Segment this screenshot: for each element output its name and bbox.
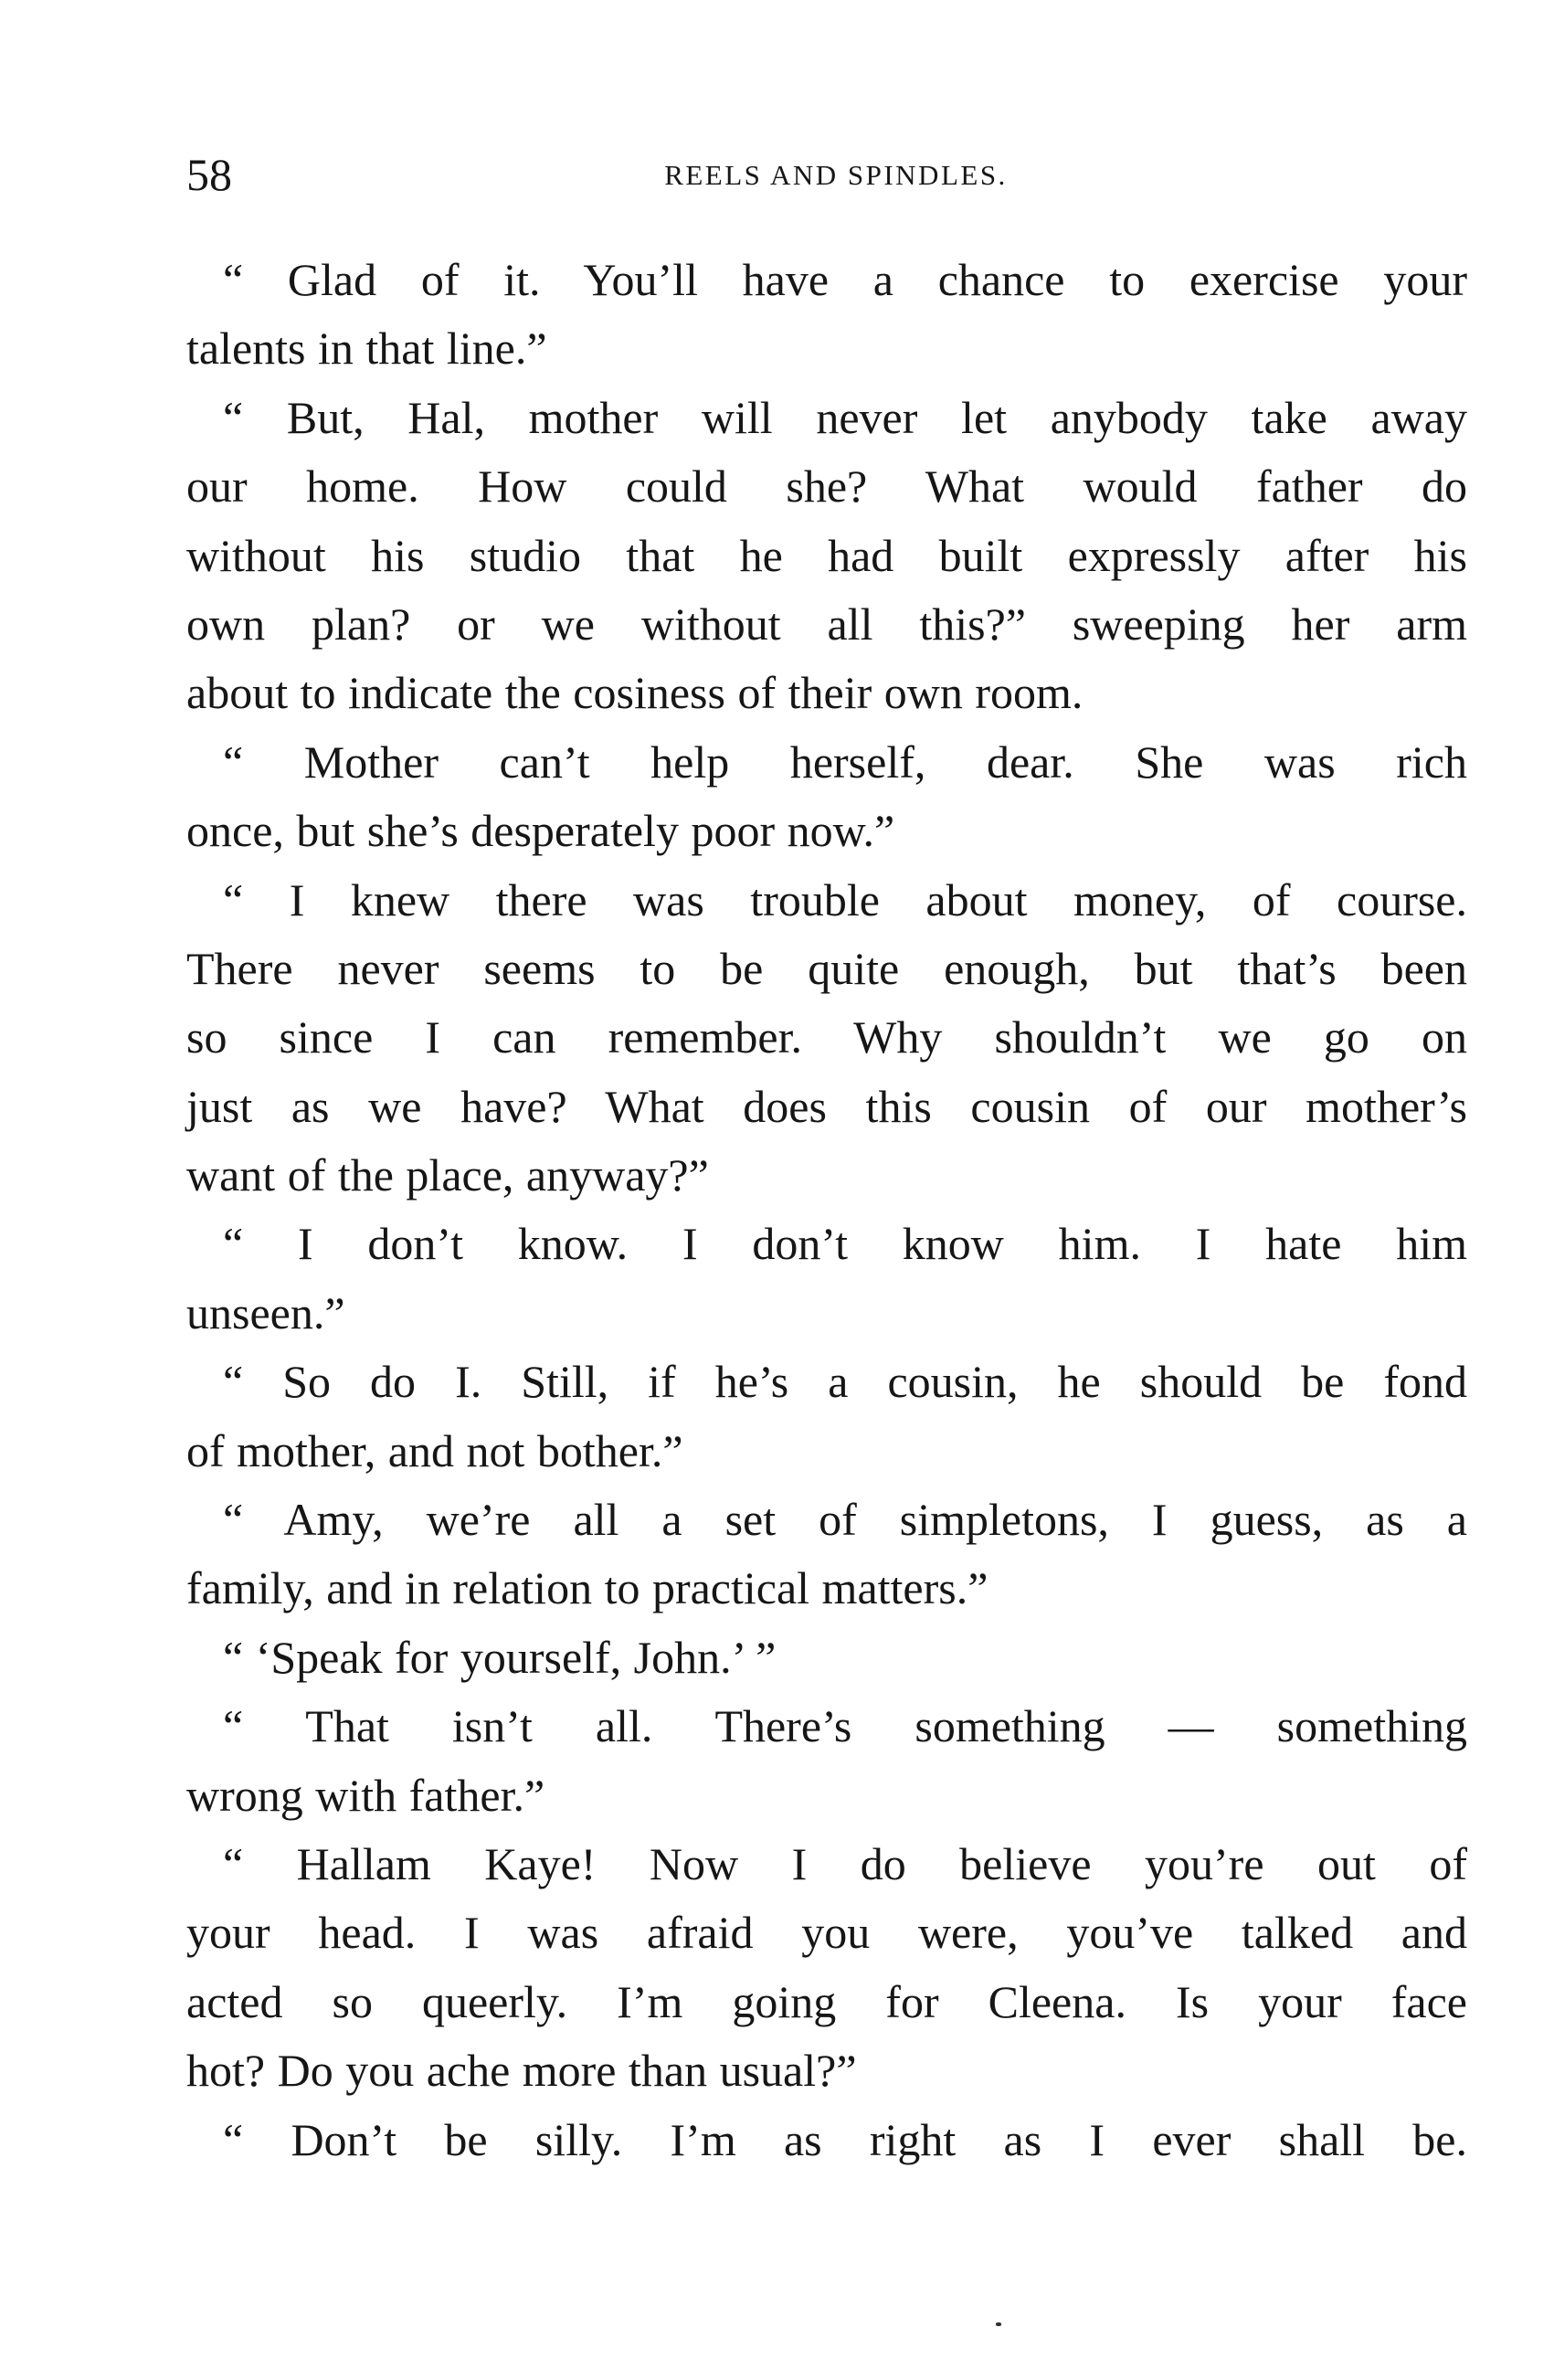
text-line: just as we have? What does this cousin of our mother’s — [186, 1080, 1467, 1132]
text-line: want of the place, anyway?” — [186, 1149, 709, 1201]
page-body — [186, 246, 1467, 2174]
text-line: “ Amy, we’re all a set of simpletons, I guess, as a — [223, 1494, 1467, 1546]
text-line: “ I don’t know. I don’t know him. I hate him — [223, 1218, 1467, 1270]
text-line: There never seems to be quite enough, but that’s been — [186, 942, 1467, 994]
page-number: 58 — [186, 149, 232, 200]
text-line: about to indicate the cosiness of their own room. — [186, 667, 1084, 719]
text-line: “ I knew there was trouble about money, of course. — [223, 873, 1467, 926]
scan-speck — [996, 2322, 1001, 2326]
text-line: “ Mother can’t help herself, dear. She was rich — [223, 735, 1467, 788]
text-line: “ Don’t be silly. I’m as right as I ever shall be. — [223, 2113, 1467, 2165]
text-line: your head. I was afraid you were, you’ve talked and — [186, 1907, 1467, 1959]
text-line: without his studio that he had built expressly after his — [186, 529, 1467, 581]
text-line: our home. How could she? What would father do — [186, 460, 1467, 513]
text-line: own plan? or we without all this?” sweeping her arm — [186, 598, 1467, 650]
text-line: “ Hallam Kaye! Now I do believe you’re out of — [223, 1837, 1467, 1889]
text-line: so since I can remember. Why shouldn’t we go on — [186, 1011, 1467, 1063]
text-line: “ Glad of it. You’ll have a chance to exercise your — [223, 254, 1467, 305]
text-line: of mother, and not bother.” — [186, 1424, 683, 1476]
text-line: hot? Do you ache more than usual?” — [186, 2045, 857, 2097]
text-line: family, and in relation to practical matters.” — [186, 1562, 988, 1614]
text-line: “ ‘Speak for yourself, John.’ ” — [223, 1631, 777, 1683]
text-line: “ That isn’t all. There’s something — something — [223, 1700, 1467, 1752]
text-line: acted so queerly. I’m going for Cleena. Is your face — [186, 1975, 1467, 2027]
text-line: wrong with father.” — [186, 1769, 545, 1821]
text-line: “ But, Hal, mother will never let anybody take away — [223, 391, 1467, 443]
running-title: REELS AND SPINDLES. — [664, 159, 1008, 191]
text-line: “ So do I. Still, if he’s a cousin, he should be fond — [223, 1356, 1467, 1408]
text-line: once, but she’s desperately poor now.” — [186, 805, 895, 857]
text-line: talents in that line.” — [186, 323, 547, 375]
text-line: unseen.” — [186, 1286, 345, 1338]
